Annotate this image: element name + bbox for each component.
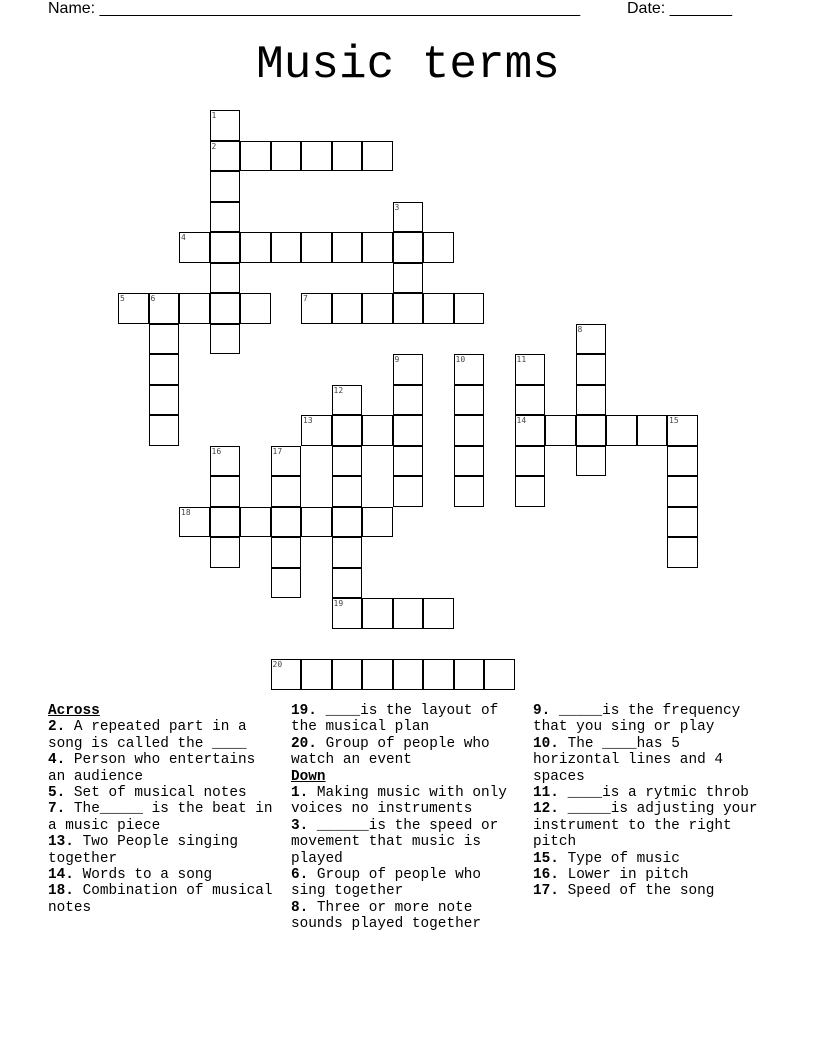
grid-cell[interactable] [362, 232, 393, 263]
grid-cell[interactable] [515, 415, 546, 446]
grid-cell[interactable] [271, 232, 302, 263]
clues-column-1 [48, 703, 280, 916]
grid-cell[interactable] [240, 141, 271, 172]
grid-cell[interactable] [576, 385, 607, 416]
grid-cell[interactable] [423, 232, 454, 263]
grid-cell[interactable] [576, 446, 607, 477]
clue-number: 3 [394, 202, 400, 212]
clue-across-18: 18. Combination of musical notes [48, 883, 282, 916]
clue-down-9: 9. _____is the frequency that you sing or play [533, 703, 749, 736]
grid-cell[interactable] [149, 293, 180, 324]
grid-cell[interactable] [393, 446, 424, 477]
clue-number: 10 [455, 355, 466, 364]
clue-number: 13 [303, 416, 313, 425]
grid-cell[interactable] [271, 507, 302, 538]
grid-cell[interactable] [576, 415, 607, 446]
grid-cell[interactable] [210, 446, 241, 477]
name-field-line: Name: ______________________________________________________ [48, 0, 581, 17]
grid-cell[interactable] [332, 476, 363, 507]
grid-cell[interactable] [362, 507, 393, 538]
grid-cell[interactable] [393, 354, 424, 385]
grid-cell[interactable] [576, 324, 607, 355]
clue-number: 12 [333, 385, 344, 395]
grid-cell[interactable] [362, 598, 393, 629]
grid-cell[interactable] [454, 476, 485, 507]
grid-cell[interactable] [271, 568, 302, 599]
clue-number: 7 [303, 294, 308, 303]
grid-cell[interactable] [454, 446, 485, 477]
grid-cell[interactable] [576, 354, 607, 385]
clues-column-2 [291, 703, 523, 933]
grid-cell[interactable] [484, 659, 515, 690]
grid-cell[interactable] [667, 415, 698, 446]
grid-cell[interactable] [179, 507, 210, 538]
grid-cell[interactable] [149, 354, 180, 385]
clue-down-11: 11. ____is a rytmic throb [533, 785, 749, 802]
page-title: Music terms [256, 39, 560, 91]
grid-cell[interactable] [301, 232, 332, 263]
clue-number: 19 [333, 599, 344, 608]
grid-cell[interactable] [454, 659, 485, 690]
grid-cell[interactable] [301, 293, 332, 324]
down-heading: Down [291, 768, 326, 785]
clue-number: 17 [272, 446, 283, 456]
grid-cell[interactable] [271, 446, 302, 477]
grid-cell[interactable] [332, 446, 363, 477]
clue-number: 6 [150, 294, 156, 303]
clue-across-13: 13. Two People singing together [48, 834, 247, 867]
grid-cell[interactable] [179, 293, 210, 324]
grid-cell[interactable] [515, 385, 546, 416]
clue-down-12: 12. _____is adjusting your instrument to the right pitch [533, 801, 767, 851]
grid-cell[interactable] [362, 141, 393, 172]
grid-cell[interactable] [423, 293, 454, 324]
grid-cell[interactable] [454, 415, 485, 446]
grid-cell[interactable] [667, 476, 698, 507]
grid-cell[interactable] [149, 415, 180, 446]
clue-across-7: 7. The_____ is the beat in a music piece [48, 801, 282, 834]
grid-cell[interactable] [271, 141, 302, 172]
grid-cell[interactable] [454, 354, 485, 385]
clue-across-5: 5. Set of musical notes [48, 785, 247, 802]
grid-cell[interactable] [332, 293, 363, 324]
grid-cell[interactable] [545, 415, 576, 446]
grid-cell[interactable] [210, 232, 241, 263]
grid-cell[interactable] [393, 232, 424, 263]
grid-cell[interactable] [393, 476, 424, 507]
grid-cell[interactable] [332, 568, 363, 599]
grid-cell[interactable] [332, 659, 363, 690]
clue-down-3: 3. ______is the speed or movement that music is played [291, 817, 507, 867]
grid-cell[interactable] [210, 263, 241, 294]
grid-cell[interactable] [393, 263, 424, 294]
grid-cell[interactable] [393, 659, 424, 690]
clue-down-16: 16. Lower in pitch [533, 867, 689, 884]
grid-cell[interactable] [332, 385, 363, 416]
grid-cell[interactable] [332, 507, 363, 538]
grid-cell[interactable] [332, 415, 363, 446]
clue-across-14: 14. Words to a song [48, 867, 213, 884]
grid-cell[interactable] [606, 415, 637, 446]
clue-across-20: 20. Group of people who watch an event [291, 735, 499, 769]
date-field-line: Date: _______ [627, 0, 732, 17]
clue-number: 14 [516, 416, 527, 425]
grid-cell[interactable] [210, 476, 241, 507]
grid-cell[interactable] [393, 598, 424, 629]
grid-cell[interactable] [210, 293, 241, 324]
grid-cell[interactable] [271, 476, 302, 507]
clue-down-8: 8. Three or more note sounds played together [291, 899, 482, 933]
clue-down-1: 1. Making music with only voices no instruments [291, 785, 516, 818]
grid-cell[interactable] [332, 232, 363, 263]
grid-cell[interactable] [118, 293, 149, 324]
grid-cell[interactable] [210, 141, 241, 172]
grid-cell[interactable] [301, 507, 332, 538]
grid-cell[interactable] [454, 385, 485, 416]
grid-cell[interactable] [301, 141, 332, 172]
clue-number: 18 [181, 507, 191, 517]
clue-number: 15 [669, 416, 679, 425]
grid-cell[interactable] [667, 446, 698, 477]
grid-cell[interactable] [393, 385, 424, 416]
grid-cell[interactable] [393, 202, 424, 233]
grid-cell[interactable] [362, 415, 393, 446]
grid-cell[interactable] [454, 293, 485, 324]
grid-cell[interactable] [637, 415, 668, 446]
clue-number: 5 [120, 294, 125, 303]
grid-cell[interactable] [210, 324, 241, 355]
grid-cell[interactable] [423, 598, 454, 629]
clue-number: 2 [211, 141, 217, 151]
clue-down-17: 17. Speed of the song [533, 883, 715, 900]
grid-cell[interactable] [210, 110, 241, 141]
clue-number: 1 [211, 111, 217, 120]
grid-cell[interactable] [271, 659, 302, 690]
clue-number: 11 [516, 355, 527, 364]
clue-down-10: 10. The ____has 5 horizontal lines and 4 spaces [533, 735, 732, 785]
grid-cell[interactable] [149, 385, 180, 416]
grid-cell[interactable] [362, 293, 393, 324]
across-heading: Across [48, 703, 100, 719]
clue-across-19: 19. ____is the layout of the musical plan [291, 703, 507, 736]
grid-cell[interactable] [515, 446, 546, 477]
clue-down-6: 6. Group of people who sing together [291, 867, 490, 900]
grid-cell[interactable] [210, 537, 241, 568]
grid-cell[interactable] [240, 232, 271, 263]
grid-cell[interactable] [362, 659, 393, 690]
grid-cell[interactable] [149, 324, 180, 355]
grid-cell[interactable] [179, 232, 210, 263]
clue-number: 8 [577, 324, 583, 334]
grid-cell[interactable] [667, 507, 698, 538]
clue-across-4: 4. Person who entertains an audience [48, 752, 264, 785]
grid-cell[interactable] [210, 202, 241, 233]
grid-cell[interactable] [393, 415, 424, 446]
grid-cell[interactable] [332, 598, 363, 629]
grid-cell[interactable] [301, 659, 332, 690]
grid-cell[interactable] [667, 537, 698, 568]
grid-cell[interactable] [393, 293, 424, 324]
grid-cell[interactable] [210, 507, 241, 538]
clue-down-15: 15. Type of music [533, 850, 680, 867]
grid-cell[interactable] [240, 507, 271, 538]
clues-column-3 [533, 703, 773, 900]
grid-cell[interactable] [271, 537, 302, 568]
grid-cell[interactable] [332, 537, 363, 568]
grid-cell[interactable] [515, 476, 546, 507]
clue-number: 9 [394, 355, 400, 364]
grid-cell[interactable] [515, 354, 546, 385]
grid-cell[interactable] [332, 141, 363, 172]
grid-cell[interactable] [210, 171, 241, 202]
clue-number: 16 [211, 446, 222, 456]
clue-number: 20 [272, 660, 283, 669]
grid-cell[interactable] [423, 659, 454, 690]
clue-across-2: 2. A repeated part in a song is called the ____ [48, 719, 256, 752]
grid-cell[interactable] [240, 293, 271, 324]
grid-cell[interactable] [301, 415, 332, 446]
clue-number: 4 [181, 233, 186, 242]
